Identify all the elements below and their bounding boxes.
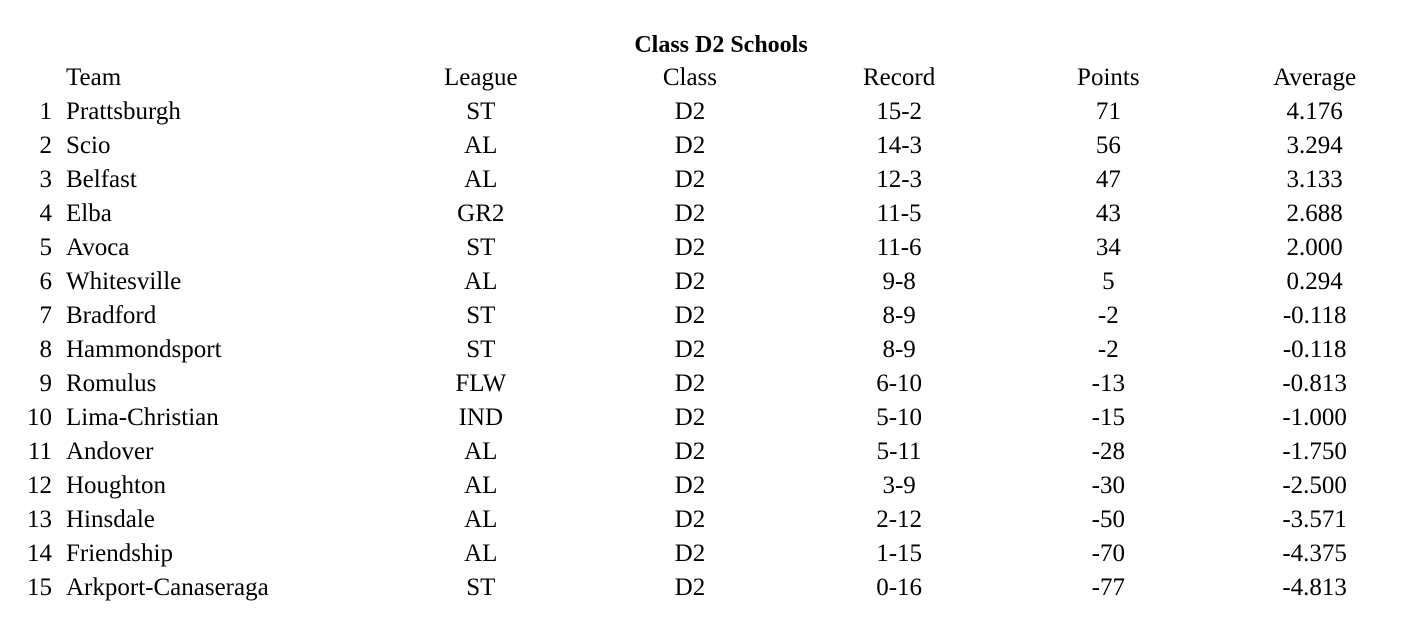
column-header-record: Record	[863, 64, 936, 91]
table-row	[20, 231, 1408, 265]
points-cell: 43	[1095, 200, 1121, 227]
points-cell: -77	[1091, 574, 1125, 601]
class-cell: D2	[674, 472, 706, 499]
column-header-points: Points	[1077, 64, 1140, 91]
team-cell: Hinsdale	[66, 506, 155, 533]
header-row	[20, 61, 1408, 95]
points-cell: -2	[1097, 302, 1119, 329]
table-title: Class D2 Schools	[634, 32, 808, 58]
column-header-average: Average	[1273, 64, 1357, 91]
points-cell: 34	[1095, 234, 1121, 261]
league-cell: AL	[464, 506, 498, 533]
points-cell: -2	[1097, 336, 1119, 363]
table-row	[20, 265, 1408, 299]
column-header-league: League	[444, 64, 518, 91]
class-cell: D2	[674, 370, 706, 397]
rank-cell: 15	[27, 574, 52, 601]
average-cell: -1.750	[1282, 438, 1347, 465]
record-cell: 0-16	[876, 574, 923, 601]
class-cell: D2	[674, 98, 706, 125]
league-cell: GR2	[457, 200, 505, 227]
average-cell: 4.176	[1286, 98, 1343, 125]
table-row	[20, 163, 1408, 197]
table-row	[20, 571, 1408, 605]
table-row	[20, 503, 1408, 537]
class-cell: D2	[674, 506, 706, 533]
points-cell: 71	[1095, 98, 1121, 125]
team-cell: Houghton	[66, 472, 166, 499]
points-cell: 47	[1095, 166, 1121, 193]
team-cell: Belfast	[66, 166, 137, 193]
record-cell: 15-2	[876, 98, 923, 125]
class-cell: D2	[674, 268, 706, 295]
table-row	[20, 299, 1408, 333]
points-cell: -13	[1091, 370, 1125, 397]
points-cell: 56	[1095, 132, 1121, 159]
record-cell: 2-12	[876, 506, 923, 533]
average-cell: 0.294	[1286, 268, 1343, 295]
average-cell: -4.375	[1282, 540, 1347, 567]
column-header-team: Team	[66, 64, 122, 91]
league-cell: ST	[466, 234, 496, 261]
record-cell: 3-9	[882, 472, 916, 499]
league-cell: AL	[464, 472, 498, 499]
rank-cell: 1	[39, 98, 52, 125]
table-row	[20, 333, 1408, 367]
league-cell: FLW	[455, 370, 507, 397]
record-cell: 8-9	[882, 302, 916, 329]
rank-cell: 5	[39, 234, 52, 261]
average-cell: -1.000	[1282, 404, 1347, 431]
class-cell: D2	[674, 574, 706, 601]
rank-cell: 8	[39, 336, 52, 363]
average-cell: -0.813	[1282, 370, 1347, 397]
rank-cell: 6	[39, 268, 52, 295]
points-cell: -28	[1091, 438, 1125, 465]
average-cell: 2.688	[1286, 200, 1343, 227]
average-cell: -0.118	[1282, 336, 1347, 363]
record-cell: 12-3	[876, 166, 923, 193]
rank-cell: 3	[39, 166, 52, 193]
record-cell: 8-9	[882, 336, 916, 363]
rank-cell: 13	[27, 506, 52, 533]
rank-cell: 10	[27, 404, 52, 431]
rank-cell: 9	[39, 370, 52, 397]
rank-cell: 14	[27, 540, 52, 567]
record-cell: 11-6	[876, 234, 922, 261]
table-row	[20, 401, 1408, 435]
average-cell: 3.294	[1286, 132, 1343, 159]
average-cell: -2.500	[1282, 472, 1347, 499]
league-cell: ST	[466, 574, 496, 601]
class-cell: D2	[674, 234, 706, 261]
average-cell: 3.133	[1286, 166, 1343, 193]
team-cell: Hammondsport	[66, 336, 222, 363]
team-cell: Prattsburgh	[66, 98, 181, 125]
rank-cell: 2	[39, 132, 52, 159]
points-cell: -50	[1091, 506, 1125, 533]
class-cell: D2	[674, 540, 706, 567]
average-cell: 2.000	[1286, 234, 1343, 261]
league-cell: IND	[458, 404, 503, 431]
table-row	[20, 435, 1408, 469]
league-cell: AL	[464, 540, 498, 567]
class-cell: D2	[674, 132, 706, 159]
record-cell: 6-10	[876, 370, 923, 397]
standings-table	[20, 61, 1408, 605]
points-cell: -70	[1091, 540, 1125, 567]
record-cell: 14-3	[876, 132, 923, 159]
league-cell: AL	[464, 132, 498, 159]
class-cell: D2	[674, 302, 706, 329]
class-cell: D2	[674, 404, 706, 431]
rank-cell: 12	[27, 472, 52, 499]
team-cell: Scio	[66, 132, 111, 159]
team-cell: Avoca	[66, 234, 130, 261]
table-row	[20, 537, 1408, 571]
rank-cell: 4	[39, 200, 52, 227]
average-cell: -3.571	[1282, 506, 1347, 533]
team-cell: Romulus	[66, 370, 157, 397]
column-header-class: Class	[662, 64, 718, 91]
team-cell: Bradford	[66, 302, 157, 329]
rank-cell: 7	[39, 302, 52, 329]
record-cell: 1-15	[876, 540, 923, 567]
table-row	[20, 367, 1408, 401]
average-cell: -4.813	[1282, 574, 1347, 601]
table-row	[20, 129, 1408, 163]
record-cell: 11-5	[876, 200, 922, 227]
league-cell: ST	[466, 302, 496, 329]
team-cell: Whitesville	[66, 268, 182, 295]
team-cell: Arkport-Canaseraga	[66, 574, 269, 601]
league-cell: ST	[466, 98, 496, 125]
column-header-rank	[20, 61, 66, 95]
record-cell: 9-8	[882, 268, 916, 295]
league-cell: AL	[464, 268, 498, 295]
league-cell: AL	[464, 438, 498, 465]
class-cell: D2	[674, 166, 706, 193]
class-cell: D2	[674, 200, 706, 227]
class-cell: D2	[674, 336, 706, 363]
points-cell: -15	[1091, 404, 1125, 431]
table-row	[20, 469, 1408, 503]
team-cell: Elba	[66, 200, 112, 227]
rank-cell: 11	[27, 438, 52, 465]
team-cell: Lima-Christian	[66, 404, 219, 431]
record-cell: 5-10	[876, 404, 923, 431]
average-cell: -0.118	[1282, 302, 1347, 329]
league-cell: AL	[464, 166, 498, 193]
table-row	[20, 95, 1408, 129]
league-cell: ST	[466, 336, 496, 363]
team-cell: Friendship	[66, 540, 173, 567]
team-cell: Andover	[66, 438, 154, 465]
record-cell: 5-11	[876, 438, 922, 465]
points-cell: 5	[1102, 268, 1115, 295]
points-cell: -30	[1091, 472, 1125, 499]
table-row	[20, 197, 1408, 231]
class-cell: D2	[674, 438, 706, 465]
